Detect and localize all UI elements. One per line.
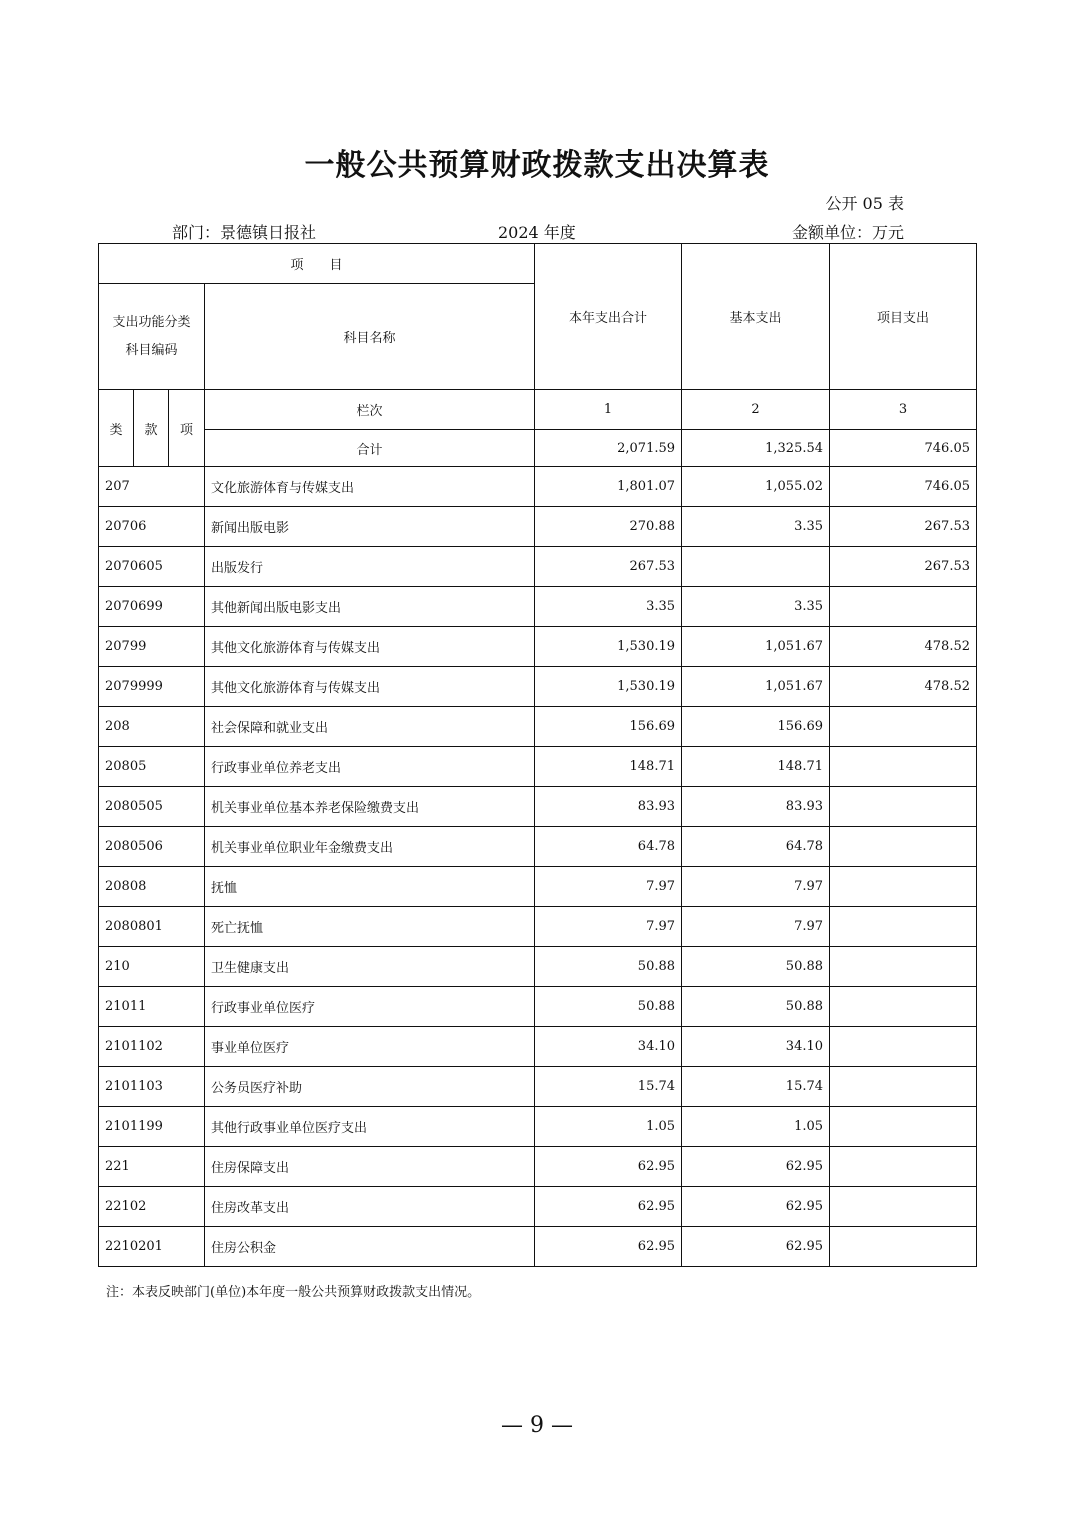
row-subject-name: 其他新闻出版电影支出 xyxy=(205,587,535,627)
header-total: 本年支出合计 xyxy=(535,244,682,390)
row-basic: 7.97 xyxy=(682,907,830,947)
header-xiang: 项 xyxy=(169,390,205,467)
table-row xyxy=(99,867,977,907)
table-row xyxy=(99,467,977,507)
form-number: 公开 05 表 xyxy=(825,194,904,213)
row-total: 50.88 xyxy=(535,947,682,987)
row-code: 20706 xyxy=(99,507,205,547)
row-subject-name: 其他行政事业单位医疗支出 xyxy=(205,1107,535,1147)
table-row xyxy=(99,947,977,987)
row-code: 2079999 xyxy=(99,667,205,707)
row-project xyxy=(830,707,977,747)
table-row xyxy=(99,707,977,747)
table-row xyxy=(99,1227,977,1267)
sum-project: 746.05 xyxy=(830,430,977,467)
row-basic: 62.95 xyxy=(682,1227,830,1267)
row-code: 208 xyxy=(99,707,205,747)
sum-total: 2,071.59 xyxy=(535,430,682,467)
row-total: 1,530.19 xyxy=(535,627,682,667)
row-code: 21011 xyxy=(99,987,205,1027)
table-row xyxy=(99,667,977,707)
row-project xyxy=(830,947,977,987)
row-subject-name: 文化旅游体育与传媒支出 xyxy=(205,467,535,507)
row-project: 478.52 xyxy=(830,627,977,667)
row-total: 83.93 xyxy=(535,787,682,827)
row-basic: 1.05 xyxy=(682,1107,830,1147)
row-total: 1.05 xyxy=(535,1107,682,1147)
row-total: 34.10 xyxy=(535,1027,682,1067)
row-total: 7.97 xyxy=(535,867,682,907)
row-code: 2210201 xyxy=(99,1227,205,1267)
row-basic: 64.78 xyxy=(682,827,830,867)
row-project xyxy=(830,907,977,947)
row-total: 50.88 xyxy=(535,987,682,1027)
row-basic: 62.95 xyxy=(682,1187,830,1227)
row-project xyxy=(830,827,977,867)
header-col-2: 2 xyxy=(682,390,830,430)
row-project xyxy=(830,1107,977,1147)
row-subject-name: 住房保障支出 xyxy=(205,1147,535,1187)
row-project: 746.05 xyxy=(830,467,977,507)
row-subject-name: 住房改革支出 xyxy=(205,1187,535,1227)
table-row xyxy=(99,547,977,587)
row-basic: 1,051.67 xyxy=(682,627,830,667)
row-code: 2080505 xyxy=(99,787,205,827)
row-project xyxy=(830,587,977,627)
header-col-3: 3 xyxy=(830,390,977,430)
table-row xyxy=(99,587,977,627)
row-basic: 83.93 xyxy=(682,787,830,827)
table-row xyxy=(99,1067,977,1107)
sum-label: 合计 xyxy=(205,430,535,467)
row-code: 221 xyxy=(99,1147,205,1187)
sum-basic: 1,325.54 xyxy=(682,430,830,467)
row-code: 2101102 xyxy=(99,1027,205,1067)
table-row xyxy=(99,747,977,787)
row-total: 7.97 xyxy=(535,907,682,947)
row-basic: 34.10 xyxy=(682,1027,830,1067)
table-row xyxy=(99,1027,977,1067)
table-row xyxy=(99,787,977,827)
row-subject-name: 住房公积金 xyxy=(205,1227,535,1267)
row-subject-name: 机关事业单位基本养老保险缴费支出 xyxy=(205,787,535,827)
row-basic: 1,055.02 xyxy=(682,467,830,507)
department-label: 部门：景德镇日报社 xyxy=(172,223,317,242)
table-row xyxy=(99,1107,977,1147)
row-total: 62.95 xyxy=(535,1227,682,1267)
row-total: 156.69 xyxy=(535,707,682,747)
row-subject-name: 其他文化旅游体育与传媒支出 xyxy=(205,667,535,707)
budget-table xyxy=(98,243,977,1267)
row-code: 2101199 xyxy=(99,1107,205,1147)
row-code: 207 xyxy=(99,467,205,507)
header-code-group: 支出功能分类 科目编码 xyxy=(99,284,205,390)
row-basic: 1,051.67 xyxy=(682,667,830,707)
row-code: 2070699 xyxy=(99,587,205,627)
row-total: 64.78 xyxy=(535,827,682,867)
page-number: — 9 — xyxy=(501,1413,573,1438)
row-project: 478.52 xyxy=(830,667,977,707)
table-row xyxy=(99,627,977,667)
row-total: 62.95 xyxy=(535,1147,682,1187)
row-subject-name: 卫生健康支出 xyxy=(205,947,535,987)
row-total: 267.53 xyxy=(535,547,682,587)
row-project xyxy=(830,1027,977,1067)
row-basic xyxy=(682,547,830,587)
row-subject-name: 事业单位医疗 xyxy=(205,1027,535,1067)
row-basic: 15.74 xyxy=(682,1067,830,1107)
header-basic: 基本支出 xyxy=(682,244,830,390)
row-total: 1,530.19 xyxy=(535,667,682,707)
row-code: 2080801 xyxy=(99,907,205,947)
row-code: 2070605 xyxy=(99,547,205,587)
row-subject-name: 行政事业单位养老支出 xyxy=(205,747,535,787)
row-project xyxy=(830,1227,977,1267)
row-basic: 156.69 xyxy=(682,707,830,747)
row-project xyxy=(830,987,977,1027)
header-subject-name: 科目名称 xyxy=(205,284,535,390)
table-row xyxy=(99,507,977,547)
row-total: 15.74 xyxy=(535,1067,682,1107)
table-row xyxy=(99,1187,977,1227)
row-subject-name: 抚恤 xyxy=(205,867,535,907)
row-subject-name: 其他文化旅游体育与传媒支出 xyxy=(205,627,535,667)
amount-unit: 金额单位：万元 xyxy=(791,223,904,242)
row-subject-name: 机关事业单位职业年金缴费支出 xyxy=(205,827,535,867)
row-total: 1,801.07 xyxy=(535,467,682,507)
header-item: 项 目 xyxy=(99,244,535,284)
row-project xyxy=(830,1147,977,1187)
header-project: 项目支出 xyxy=(830,244,977,390)
row-basic: 3.35 xyxy=(682,507,830,547)
row-project: 267.53 xyxy=(830,507,977,547)
row-subject-name: 新闻出版电影 xyxy=(205,507,535,547)
row-project: 267.53 xyxy=(830,547,977,587)
row-code: 20805 xyxy=(99,747,205,787)
row-code: 20799 xyxy=(99,627,205,667)
header-col-1: 1 xyxy=(535,390,682,430)
table-row xyxy=(99,987,977,1027)
header-lei: 类 xyxy=(99,390,134,467)
row-subject-name: 出版发行 xyxy=(205,547,535,587)
row-total: 270.88 xyxy=(535,507,682,547)
table-row xyxy=(99,1147,977,1187)
row-basic: 3.35 xyxy=(682,587,830,627)
row-code: 2080506 xyxy=(99,827,205,867)
row-basic: 148.71 xyxy=(682,747,830,787)
footnote: 注：本表反映部门(单位)本年度一般公共预算财政拨款支出情况。 xyxy=(106,1285,481,1300)
row-basic: 7.97 xyxy=(682,867,830,907)
row-subject-name: 行政事业单位医疗 xyxy=(205,987,535,1027)
row-project xyxy=(830,1187,977,1227)
fiscal-year: 2024 年度 xyxy=(498,223,576,242)
row-project xyxy=(830,867,977,907)
row-code: 20808 xyxy=(99,867,205,907)
row-code: 2101103 xyxy=(99,1067,205,1107)
row-basic: 62.95 xyxy=(682,1147,830,1187)
row-total: 62.95 xyxy=(535,1187,682,1227)
row-project xyxy=(830,787,977,827)
row-code: 210 xyxy=(99,947,205,987)
row-basic: 50.88 xyxy=(682,987,830,1027)
row-total: 148.71 xyxy=(535,747,682,787)
row-code: 22102 xyxy=(99,1187,205,1227)
header-kuan: 款 xyxy=(134,390,169,467)
row-total: 3.35 xyxy=(535,587,682,627)
row-project xyxy=(830,747,977,787)
page-title: 一般公共预算财政拨款支出决算表 xyxy=(304,148,770,183)
row-basic: 50.88 xyxy=(682,947,830,987)
row-subject-name: 社会保障和就业支出 xyxy=(205,707,535,747)
row-project xyxy=(830,1067,977,1107)
table-row xyxy=(99,827,977,867)
row-subject-name: 公务员医疗补助 xyxy=(205,1067,535,1107)
header-col-label: 栏次 xyxy=(205,390,535,430)
table-row xyxy=(99,907,977,947)
row-subject-name: 死亡抚恤 xyxy=(205,907,535,947)
